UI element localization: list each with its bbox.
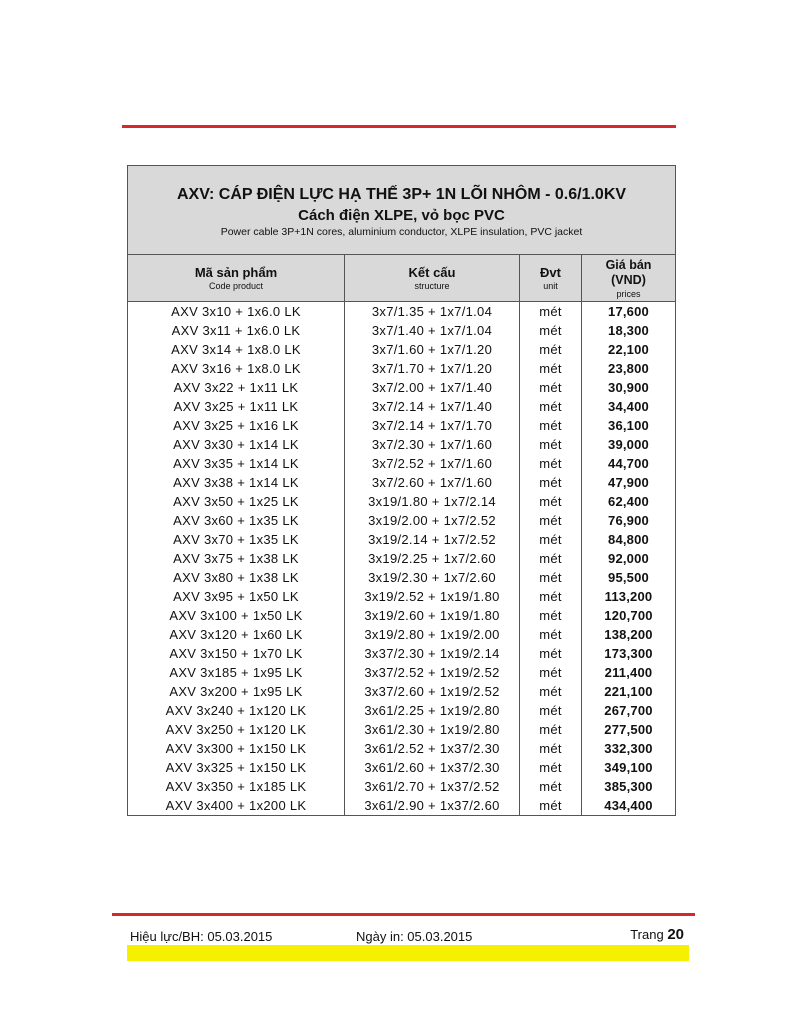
- cell-price: 30,900: [582, 378, 676, 397]
- cell-unit: mét: [520, 663, 582, 682]
- cell-price: 95,500: [582, 568, 676, 587]
- cell-code: AXV 3x200 + 1x95 LK: [128, 682, 345, 701]
- table-row: [128, 378, 676, 397]
- cell-structure: 3x7/1.60 + 1x7/1.20: [345, 340, 520, 359]
- cell-code: AXV 3x22 + 1x11 LK: [128, 378, 345, 397]
- cell-price: 23,800: [582, 359, 676, 378]
- cell-structure: 3x61/2.70 + 1x37/2.52: [345, 777, 520, 796]
- cell-code: AXV 3x250 + 1x120 LK: [128, 720, 345, 739]
- table-row: [128, 454, 676, 473]
- cell-code: AXV 3x16 + 1x8.0 LK: [128, 359, 345, 378]
- cell-code: AXV 3x75 + 1x38 LK: [128, 549, 345, 568]
- cell-structure: 3x19/2.52 + 1x19/1.80: [345, 587, 520, 606]
- table-body: [128, 302, 676, 816]
- cell-structure: 3x37/2.52 + 1x19/2.52: [345, 663, 520, 682]
- cell-price: 120,700: [582, 606, 676, 625]
- price-table-container: [127, 165, 675, 816]
- cell-price: 385,300: [582, 777, 676, 796]
- cell-structure: 3x61/2.60 + 1x37/2.30: [345, 758, 520, 777]
- cell-unit: mét: [520, 587, 582, 606]
- table-row: [128, 758, 676, 777]
- cell-code: AXV 3x240 + 1x120 LK: [128, 701, 345, 720]
- column-header-row: [128, 255, 676, 302]
- table-row: [128, 302, 676, 322]
- cell-structure: 3x37/2.60 + 1x19/2.52: [345, 682, 520, 701]
- cell-unit: mét: [520, 644, 582, 663]
- cell-structure: 3x7/1.40 + 1x7/1.04: [345, 321, 520, 340]
- column-header-structure: Kết cấu structure: [345, 255, 520, 302]
- cell-structure: 3x7/2.00 + 1x7/1.40: [345, 378, 520, 397]
- cell-code: AXV 3x400 + 1x200 LK: [128, 796, 345, 816]
- price-table: [127, 165, 676, 816]
- cell-structure: 3x61/2.30 + 1x19/2.80: [345, 720, 520, 739]
- top-red-rule: [122, 125, 676, 128]
- table-row: [128, 511, 676, 530]
- cell-price: 173,300: [582, 644, 676, 663]
- table-row: [128, 340, 676, 359]
- cell-price: 92,000: [582, 549, 676, 568]
- cell-code: AXV 3x30 + 1x14 LK: [128, 435, 345, 454]
- footer-red-rule: [112, 913, 695, 916]
- cell-structure: 3x19/2.25 + 1x7/2.60: [345, 549, 520, 568]
- table-row: [128, 416, 676, 435]
- effective-date: Hiệu lực/BH: 05.03.2015: [130, 929, 273, 944]
- cell-code: AXV 3x95 + 1x50 LK: [128, 587, 345, 606]
- cell-structure: 3x7/2.30 + 1x7/1.60: [345, 435, 520, 454]
- table-subtitle-en: Power cable 3P+1N cores, aluminium conductor, XLPE insulation, PVC jacket: [220, 226, 583, 238]
- cell-code: AXV 3x80 + 1x38 LK: [128, 568, 345, 587]
- table-row: [128, 435, 676, 454]
- cell-price: 221,100: [582, 682, 676, 701]
- cell-unit: mét: [520, 625, 582, 644]
- cell-price: 22,100: [582, 340, 676, 359]
- table-row: [128, 625, 676, 644]
- cell-code: AXV 3x325 + 1x150 LK: [128, 758, 345, 777]
- cell-structure: 3x61/2.25 + 1x19/2.80: [345, 701, 520, 720]
- cell-price: 62,400: [582, 492, 676, 511]
- cell-structure: 3x7/1.35 + 1x7/1.04: [345, 302, 520, 322]
- cell-unit: mét: [520, 777, 582, 796]
- cell-code: AXV 3x150 + 1x70 LK: [128, 644, 345, 663]
- table-row: [128, 777, 676, 796]
- table-row: [128, 739, 676, 758]
- print-date: Ngày in: 05.03.2015: [356, 929, 473, 944]
- cell-structure: 3x19/2.00 + 1x7/2.52: [345, 511, 520, 530]
- cell-structure: 3x19/2.30 + 1x7/2.60: [345, 568, 520, 587]
- cell-price: 349,100: [582, 758, 676, 777]
- page-footer: [130, 926, 686, 946]
- column-header-unit: Đvt unit: [520, 255, 582, 302]
- cell-code: AXV 3x60 + 1x35 LK: [128, 511, 345, 530]
- cell-price: 36,100: [582, 416, 676, 435]
- table-row: [128, 473, 676, 492]
- cell-unit: mét: [520, 549, 582, 568]
- cell-price: 267,700: [582, 701, 676, 720]
- cell-unit: mét: [520, 416, 582, 435]
- cell-unit: mét: [520, 568, 582, 587]
- cell-unit: mét: [520, 492, 582, 511]
- table-row: [128, 682, 676, 701]
- cell-price: 34,400: [582, 397, 676, 416]
- cell-price: 17,600: [582, 302, 676, 322]
- cell-structure: 3x19/2.14 + 1x7/2.52: [345, 530, 520, 549]
- cell-code: AXV 3x38 + 1x14 LK: [128, 473, 345, 492]
- cell-unit: mét: [520, 682, 582, 701]
- cell-unit: mét: [520, 321, 582, 340]
- cell-price: 84,800: [582, 530, 676, 549]
- cell-unit: mét: [520, 511, 582, 530]
- table-row: [128, 549, 676, 568]
- page-number: Trang 20: [630, 926, 684, 943]
- cell-code: AXV 3x35 + 1x14 LK: [128, 454, 345, 473]
- cell-price: 332,300: [582, 739, 676, 758]
- cell-unit: mét: [520, 473, 582, 492]
- table-row: [128, 606, 676, 625]
- cell-unit: mét: [520, 701, 582, 720]
- cell-unit: mét: [520, 796, 582, 816]
- cell-code: AXV 3x70 + 1x35 LK: [128, 530, 345, 549]
- cell-unit: mét: [520, 378, 582, 397]
- cell-unit: mét: [520, 454, 582, 473]
- cell-unit: mét: [520, 435, 582, 454]
- cell-code: AXV 3x10 + 1x6.0 LK: [128, 302, 345, 322]
- table-row: [128, 530, 676, 549]
- cell-structure: 3x61/2.52 + 1x37/2.30: [345, 739, 520, 758]
- cell-price: 211,400: [582, 663, 676, 682]
- table-row: [128, 492, 676, 511]
- table-row: [128, 701, 676, 720]
- cell-structure: 3x7/1.70 + 1x7/1.20: [345, 359, 520, 378]
- cell-structure: 3x19/2.60 + 1x19/1.80: [345, 606, 520, 625]
- cell-code: AXV 3x300 + 1x150 LK: [128, 739, 345, 758]
- cell-unit: mét: [520, 739, 582, 758]
- cell-structure: 3x7/2.14 + 1x7/1.70: [345, 416, 520, 435]
- cell-structure: 3x7/2.14 + 1x7/1.40: [345, 397, 520, 416]
- cell-price: 76,900: [582, 511, 676, 530]
- cell-price: 44,700: [582, 454, 676, 473]
- cell-code: AXV 3x25 + 1x11 LK: [128, 397, 345, 416]
- cell-structure: 3x19/1.80 + 1x7/2.14: [345, 492, 520, 511]
- cell-code: AXV 3x25 + 1x16 LK: [128, 416, 345, 435]
- cell-structure: 3x61/2.90 + 1x37/2.60: [345, 796, 520, 816]
- table-row: [128, 663, 676, 682]
- cell-unit: mét: [520, 758, 582, 777]
- cell-price: 277,500: [582, 720, 676, 739]
- cell-price: 39,000: [582, 435, 676, 454]
- cell-structure: 3x7/2.60 + 1x7/1.60: [345, 473, 520, 492]
- cell-structure: 3x37/2.30 + 1x19/2.14: [345, 644, 520, 663]
- table-row: [128, 587, 676, 606]
- table-title-block: [128, 166, 676, 255]
- table-title: AXV: CÁP ĐIỆN LỰC HẠ THẾ 3P+ 1N LÕI NHÔM - 0.6/1.0KV: [176, 186, 627, 203]
- cell-code: AXV 3x185 + 1x95 LK: [128, 663, 345, 682]
- cell-unit: mét: [520, 340, 582, 359]
- table-row: [128, 397, 676, 416]
- cell-price: 138,200: [582, 625, 676, 644]
- cell-price: 113,200: [582, 587, 676, 606]
- table-row: [128, 720, 676, 739]
- cell-unit: mét: [520, 606, 582, 625]
- table-row: [128, 321, 676, 340]
- cell-code: AXV 3x120 + 1x60 LK: [128, 625, 345, 644]
- cell-price: 47,900: [582, 473, 676, 492]
- column-header-price: Giá bán (VND) prices: [582, 255, 676, 302]
- cell-unit: mét: [520, 530, 582, 549]
- table-row: [128, 644, 676, 663]
- cell-unit: mét: [520, 359, 582, 378]
- cell-code: AXV 3x14 + 1x8.0 LK: [128, 340, 345, 359]
- cell-price: 18,300: [582, 321, 676, 340]
- cell-code: AXV 3x50 + 1x25 LK: [128, 492, 345, 511]
- cell-code: AXV 3x11 + 1x6.0 LK: [128, 321, 345, 340]
- table-subtitle: Cách điện XLPE, vỏ bọc PVC: [298, 207, 505, 224]
- cell-structure: 3x19/2.80 + 1x19/2.00: [345, 625, 520, 644]
- cell-unit: mét: [520, 302, 582, 322]
- table-row: [128, 359, 676, 378]
- table-row: [128, 796, 676, 816]
- yellow-highlight-bar: [127, 945, 689, 961]
- cell-unit: mét: [520, 397, 582, 416]
- cell-code: AXV 3x350 + 1x185 LK: [128, 777, 345, 796]
- cell-unit: mét: [520, 720, 582, 739]
- table-row: [128, 568, 676, 587]
- column-header-code: Mã sản phẩm Code product: [128, 255, 345, 302]
- cell-price: 434,400: [582, 796, 676, 816]
- cell-structure: 3x7/2.52 + 1x7/1.60: [345, 454, 520, 473]
- cell-code: AXV 3x100 + 1x50 LK: [128, 606, 345, 625]
